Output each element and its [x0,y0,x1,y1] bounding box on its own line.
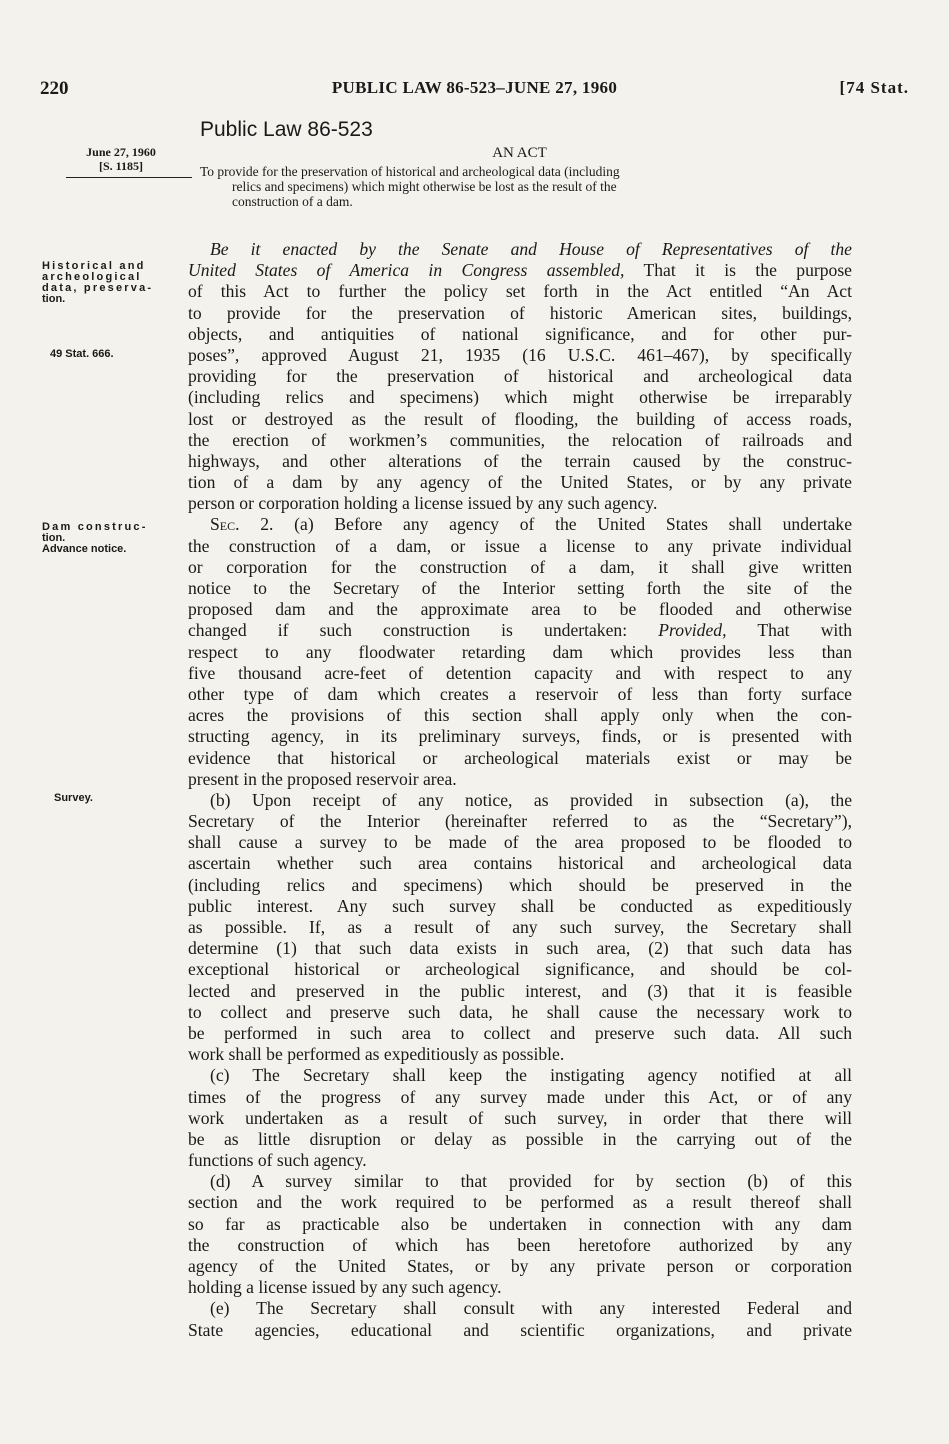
purpose-line: construction of a dam. [232,194,353,209]
body-line: (d) A survey similar to that provided for by section (b) of this [210,1171,852,1192]
body-text: changed if such construction is undertaken: [188,620,659,641]
body-text: (a) Before any agency of the United States shall undertake [273,514,852,535]
body-line: holding a license issued by any such agency. [188,1277,502,1298]
body-line: the construction of a dam, or issue a license to any private individual [188,535,852,556]
purpose-line: To provide for the preservation of historical and archeological data (including [200,164,620,179]
body-line: exceptional historical or archeological significance, and should be col- [188,959,852,980]
body-line: person or corporation holding a license issued by any such agency. [188,493,658,514]
body-line: (c) The Secretary shall keep the instigating agency notified at all [210,1065,852,1086]
margin-date [66,145,176,173]
section-label: Sec. 2. [210,514,274,535]
enactment-date: June 27, 1960 [86,145,156,159]
body-text: That it is the purpose [624,260,852,281]
body-line: notice to the Secretary of the Interior setting forth the site of the [188,578,852,598]
body-line: public interest. Any such survey shall be conducted as expeditiously [188,895,852,916]
proviso: Provided, [658,620,727,641]
act-label: AN ACT [492,145,547,161]
body-line: be as little disruption or delay as possible in the carrying out of the [188,1128,852,1149]
margin-note-historical [42,261,187,305]
body-line: as possible. If, as a result of any such survey, the Secretary shall [188,917,852,937]
enacting-clause: United States of America in Congress assembled, [188,260,625,281]
body-line [188,620,852,641]
body-line: functions of such agency. [188,1150,367,1171]
body-line: work undertaken as a result of such survey, in order that there will [188,1107,852,1128]
body-line: lected and preserved in the public interest, and (3) that it is feasible [188,980,852,1001]
margin-note-line: data, preserva- [42,282,154,294]
body-line [188,239,852,260]
body-line: the construction of which has been heretofore authorized by any [188,1234,852,1255]
body-line: (including relics and specimens) which should be preserved in the [188,874,852,895]
body-line: the erection of workmen’s communities, the relocation of railroads and [188,429,852,450]
margin-note-advance: Advance notice. [42,543,127,555]
body-line: evidence that historical or archeological materials exist or may be [188,747,852,768]
margin-note-line: archeological [42,271,142,283]
body-line: State agencies, educational and scientific organizations, and private [188,1319,852,1340]
body-line [188,514,852,535]
body-line: tion of a dam by any agency of the United States, or by any private [188,472,852,493]
bill-number: [S. 1185] [98,159,143,173]
body-line: so far as practicable also be undertaken in connection with any dam [188,1213,852,1234]
body-line: acres the provisions of this section shall apply only when the con- [188,705,852,726]
body-line: Secretary of the Interior (hereinafter referred to as the “Secretary”), [188,811,852,832]
body-line: ascertain whether such area contains historical and archeological data [188,853,852,874]
margin-note-dam [42,522,187,544]
body-line: proposed dam and the approximate area to be flooded and otherwise [188,599,852,620]
body-line: to provide for the preservation of historic American sites, buildings, [188,302,852,323]
body-line: be performed in such area to collect and preserve such data. All such [188,1022,852,1043]
page-header [40,78,909,102]
body-line: (e) The Secretary shall consult with any interested Federal and [210,1298,852,1319]
margin-note-line: Dam construc- [42,521,148,533]
body-line: determine (1) that such data exists in such area, (2) that such data has [188,938,852,959]
statute-reference: [74 Stat. [839,78,909,97]
body-line: structing agency, in its preliminary surveys, finds, or is presented with [188,726,852,747]
body-line [188,260,852,281]
enacting-clause: Be it enacted by the Senate and House of Representatives of the [210,239,852,259]
margin-note-survey: Survey. [54,792,93,804]
margin-rule [66,177,192,178]
body-line: respect to any floodwater retarding dam which provides less than [188,641,852,662]
body-line: section and the work required to be performed as a result thereof shall [188,1192,852,1213]
body-line: times of the progress of any survey made under this Act, or of any [188,1086,852,1107]
margin-note-stat: 49 Stat. 666. [50,348,114,360]
body-line: providing for the preservation of historical and archeological data [188,366,852,387]
body-line: present in the proposed reservoir area. [188,768,457,789]
body-line: agency of the United States, or by any private person or corporation [188,1256,852,1276]
act-purpose [200,164,850,209]
law-title: Public Law 86-523 [200,118,373,141]
act-body [188,239,852,1341]
body-line: poses”, approved August 21, 1935 (16 U.S.C. 461–467), by specifically [188,344,852,365]
body-line: lost or destroyed as the result of flooding, the building of access roads, [188,408,852,429]
page-number: 220 [40,78,69,99]
margin-note-line: tion. [42,293,66,305]
body-line: or corporation for the construction of a dam, it shall give written [188,556,852,577]
body-line: (including relics and specimens) which might otherwise be irreparably [188,387,852,408]
margin-note-line: tion. [42,532,66,544]
margin-note-line: Historical and [42,260,146,272]
body-line: (b) Upon receipt of any notice, as provided in subsection (a), the [210,789,852,810]
body-line: to collect and preserve such data, he shall cause the necessary work to [188,1001,852,1022]
running-title: PUBLIC LAW 86-523–JUNE 27, 1960 [331,78,618,97]
body-line: objects, and antiquities of national significance, and for other pur- [188,323,852,344]
body-line: shall cause a survey to be made of the area proposed to be flooded to [188,832,852,853]
body-line: work shall be performed as expeditiously as possible. [188,1044,565,1065]
body-line: highways, and other alterations of the terrain caused by the construc- [188,450,852,471]
purpose-line: relics and specimens) which might otherwise be lost as the result of the [232,179,617,194]
body-line: five thousand acre-feet of detention capacity and with respect to any [188,662,852,683]
body-line: of this Act to further the policy set forth in the Act entitled “An Act [188,281,852,302]
body-line: other type of dam which creates a reservoir of less than forty surface [188,683,852,704]
body-text: That with [726,620,852,641]
